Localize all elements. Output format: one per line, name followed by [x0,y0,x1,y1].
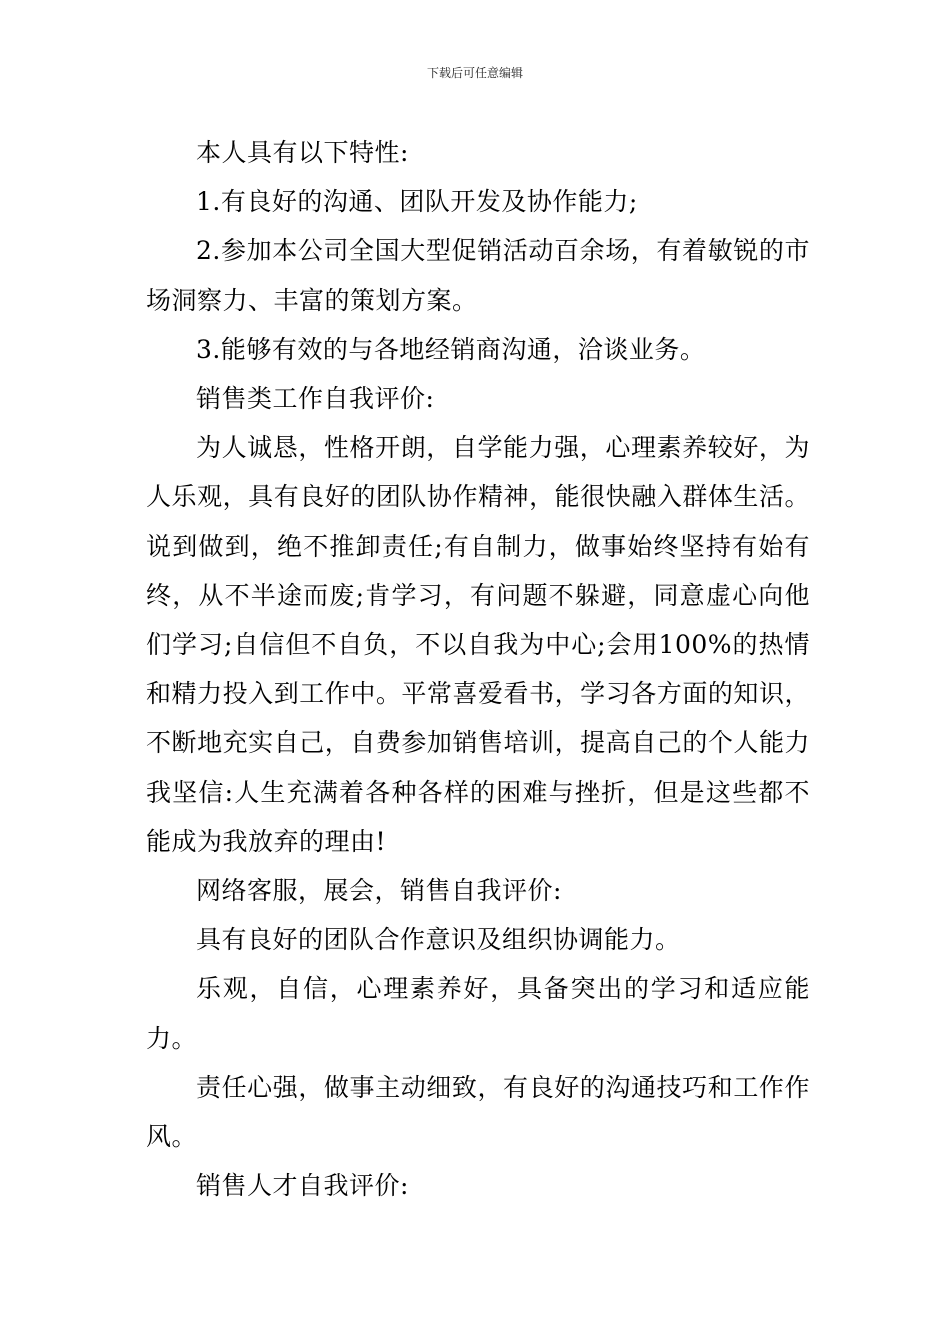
paragraph-optimism: 乐观，自信，心理素养好，具备突出的学习和适应能力。 [146,974,810,1053]
paragraph-trait-1: 1.有良好的沟通、团队开发及协作能力; [196,187,638,217]
section-heading-online-service-evaluation: 网络客服，展会，销售自我评价: [196,876,562,906]
paragraph-sales-evaluation: 为人诚恳，性格开朗，自学能力强，心理素养较好，为人乐观，具有良好的团队协作精神，能很快融入群体生活。说到做到，绝不推卸责任;有自制力，做事始终坚持有始有终，从不半途而废;肯学习，有问题不躲避，同意虚心向他们学习;自信但不自负，不以自我为中心;会用100%的热情和精力投入到工作中。平常喜爱看书，学习各方面的知识，不断地充实自己，自费参加销售培训，提高自己的个人能力我坚信:人生充满着各种各样的困难与挫折，但是这些都不能成为我放弃的理由! [146,433,810,856]
paragraph-teamwork: 具有良好的团队合作意识及组织协调能力。 [196,925,681,955]
paragraph-trait-3: 3.能够有效的与各地经销商沟通，洽谈业务。 [196,334,706,364]
paragraph-trait-2: 2.参加本公司全国大型促销活动百余场，有着敏锐的市场洞察力、丰富的策划方案。 [146,236,810,315]
page-header: 下载后可任意编辑 [426,66,523,80]
section-heading-sales-evaluation: 销售类工作自我评价: [196,384,435,414]
section-heading-sales-talent-evaluation: 销售人才自我评价: [196,1171,409,1201]
document-body [146,128,810,1210]
paragraph-traits-intro: 本人具有以下特性: [196,138,409,167]
paragraph-responsibility: 责任心强，做事主动细致，有良好的沟通技巧和工作作风。 [146,1072,810,1152]
